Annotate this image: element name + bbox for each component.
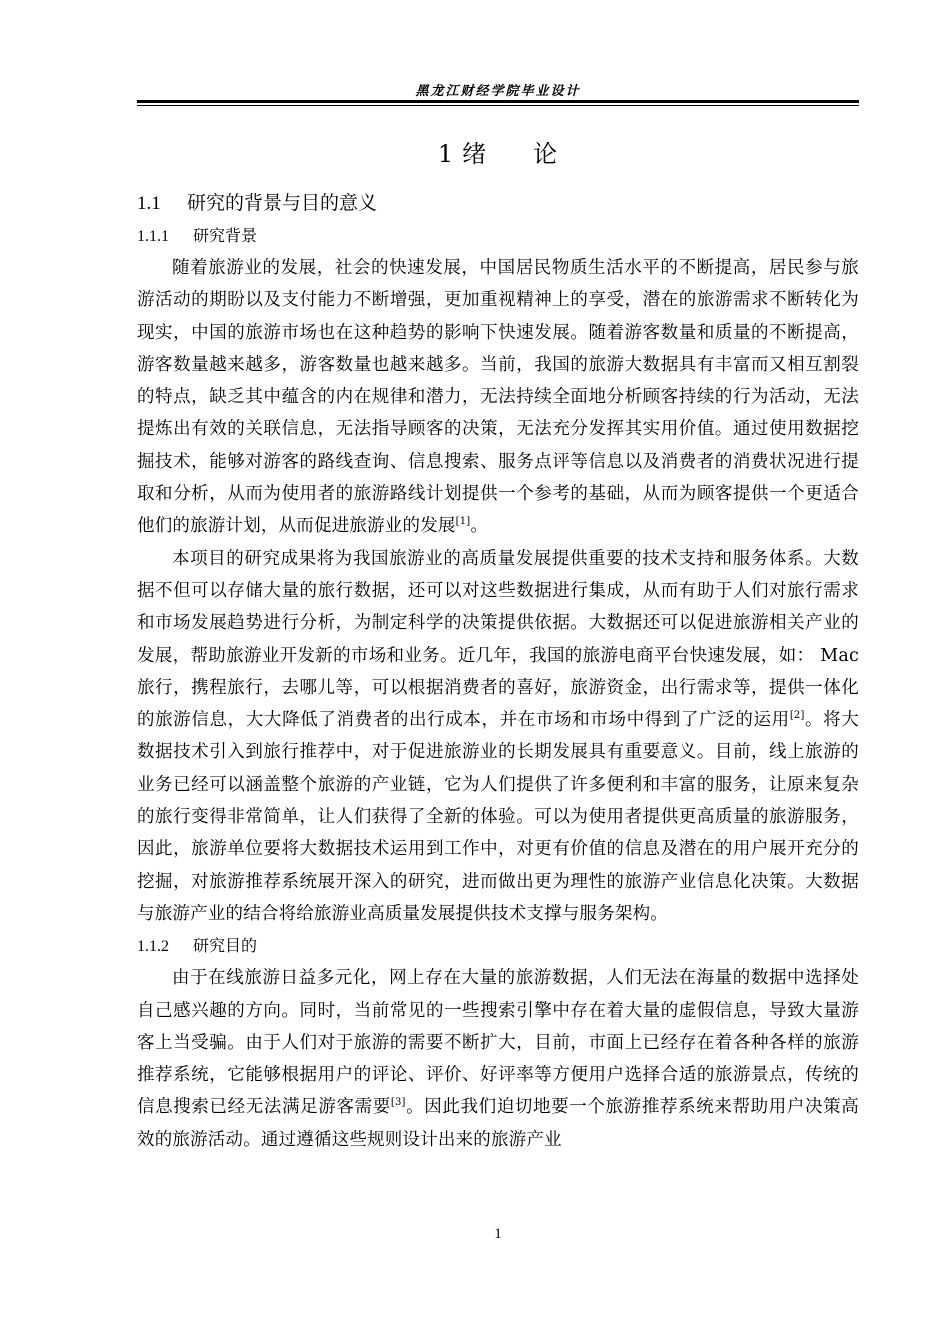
paragraph-text-tail: 。 [470,516,489,537]
subsection-heading-1-1-2 [137,930,859,962]
subsection-heading-1-1-1 [137,220,859,252]
section-heading-1-1 [137,186,859,220]
paragraph-text: 随着旅游业的发展，社会的快速发展，中国居民物质生活水平的不断提高，居民参与旅游活动的期盼以及支付能力不断增强，更加重视精神上的享受，潜在的旅游需求不断转化为现实，中国的旅游市场也在这种趋势的影响下快速发展。随着游客数量和质量的不断提高，游客数量越来越多，游客数量也越来越多。当前，我国的旅游大数据具有丰富而又相互割裂的特点，缺乏其中蕴含的内在规律和潜力，无法持续全面地分析顾客持续的行为活动，无法提炼出有效的关联信息，无法指导顾客的决策，无法充分发挥其实用价值。通过使用数据挖掘技术，能够对游客的路线查询、信息搜索、服务点评等信息以及消费者的消费状况进行提取和分析，从而为使用者的旅游路线计划提供一个参考的基础，从而为顾客提供一个更适合他们的旅游计划，从而促进旅游业的发展 [137,258,859,537]
chapter-number: 1 [437,140,455,168]
paragraph-text: 本项目的研究成果将为我国旅游业的高质量发展提供重要的技术支持和服务体系。大数据不但可以存储大量的旅行数据，还可以对这些数据进行集成，从而有助于人们对旅行需求和市场发展趋势进行分析，为制定科学的决策提供依据。大数据还可以促进旅游相关产业的发展，帮助旅游业开发新的市场和业务。近几年，我国的旅游电商平台快速发展，如： Mac旅行，携程旅行，去哪儿等，可以根据消费者的喜好，旅游资金，出行需求等，提供一体化的旅游信息，大大降低了消费者的出行成本，并在市场和市场中得到了广泛的运用 [137,548,859,731]
chapter-title-word-2: 论 [533,140,559,168]
page-number: 1 [494,1226,502,1242]
section-number: 1.1 [137,193,161,214]
chapter-title [137,134,859,169]
paragraph-research-background-1 [137,252,859,543]
chapter-title-word-1: 绪 [462,140,488,168]
subsection-number: 1.1.1 [137,228,169,245]
citation-ref: [1] [455,516,471,528]
subsection-title: 研究目的 [193,936,258,956]
section-title: 研究的背景与目的意义 [187,192,378,214]
page-header: 黑龙江财经学院毕业设计 [415,84,581,99]
header-rule-thin [137,105,859,106]
citation-ref: [2] [789,710,805,722]
header-rule-thick [137,100,859,103]
paragraph-research-background-2 [137,543,859,931]
subsection-number: 1.1.2 [137,938,169,956]
paragraph-text: 由于在线旅游日益多元化，网上存在大量的旅游数据，人们无法在海量的数据中选择处自己感兴趣的方向。同时，当前常见的一些搜索引擎中存在着大量的虚假信息，导致大量游客上当受骗。由于人们对于旅游的需要不断扩大，目前，市面上已经存在着各种各样的旅游推荐系统，它能够根据用户的评论、评价、好评率等方便用户选择合适的旅游景点，传统的信息搜索已经无法满足游客需要 [137,968,859,1118]
paragraph-text-continued: 。将大数据技术引入到旅行推荐中，对于促进旅游业的长期发展具有重要意义。目前，线上旅游的业务已经可以涵盖整个旅游的产业链，它为人们提供了许多便利和丰富的服务，让原来复杂的旅行变得非常简单，让人们获得了全新的体验。可以为使用者提供更高质量的旅游服务，因此，旅游单位要将大数据技术运用到工作中，对更有价值的信息及潜在的用户展开充分的挖掘，对旅游推荐系统展开深入的研究，进而做出更为理性的旅游产业信息化决策。大数据与旅游产业的结合将给旅游业高质量发展提供技术支撑与服务架构。 [137,710,859,924]
document-body [137,186,859,1156]
paragraph-research-purpose-1 [137,962,859,1156]
citation-ref: [3] [390,1097,406,1109]
subsection-title: 研究背景 [193,226,258,245]
paragraph-text-continued: 。因此我们迫切地要一个旅游推荐系统来帮助用户决策高效的旅游活动。通过遵循这些规则设计出来的旅游产业 [137,1097,859,1150]
